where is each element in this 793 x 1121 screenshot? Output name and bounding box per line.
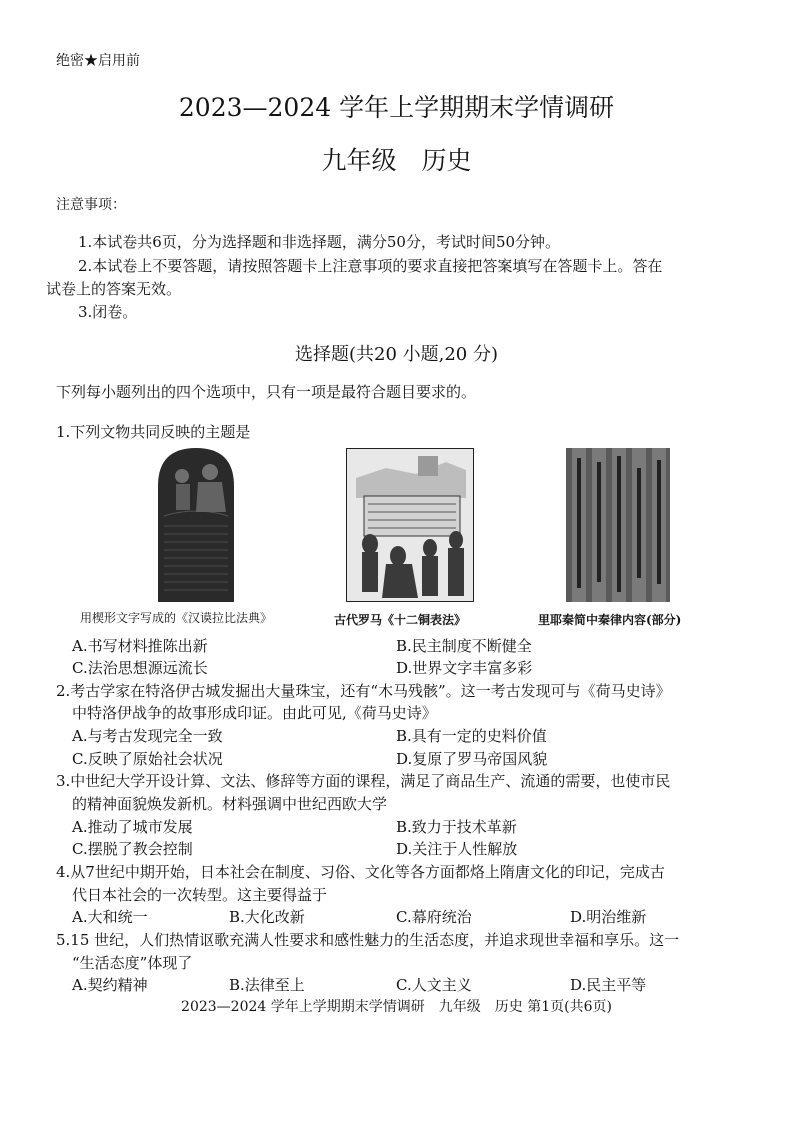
option-a[interactable]: A.契约精神	[72, 976, 148, 994]
notes-heading: 注意事项：	[56, 197, 126, 213]
option-d[interactable]: D.关注于人性解放	[396, 840, 518, 858]
question-stem: 3.中世纪大学开设计算、文法、修辞等方面的课程，满足了商品生产、流通的需要，也使市民	[56, 772, 671, 790]
option-b[interactable]: B.民主制度不断健全	[396, 637, 532, 655]
note-item: 2.本试卷上不要答题，请按照答题卡上注意事项的要求直接把答案填写在答题卡上。答在	[78, 257, 663, 275]
stele-icon	[150, 446, 242, 602]
section-instruction: 下列每小题列出的四个选项中，只有一项是最符合题目要求的。	[56, 383, 477, 401]
bamboo-slip-icon	[566, 448, 670, 602]
engraving-icon	[346, 448, 474, 602]
page-footer: 2023—2024 学年上学期期末学情调研 九年级 历史 第1页(共6页)	[181, 999, 612, 1015]
secret-mark: 绝密★启用前	[56, 53, 140, 69]
page-subtitle: 九年级 历史	[321, 146, 472, 175]
question-stem: 5.15 世纪，人们热情讴歌充满人性要求和感性魅力的生活态度，并追求现世幸福和享乐。这一	[56, 931, 680, 949]
question-stem: “生活态度”体现了	[72, 954, 193, 972]
image-caption: 古代罗马《十二铜表法》	[334, 613, 467, 627]
option-d[interactable]: D.复原了罗马帝国风貌	[396, 750, 548, 768]
option-d[interactable]: D.民主平等	[570, 976, 647, 994]
question-stem: 1.下列文物共同反映的主题是	[56, 423, 251, 441]
question-stem: 的精神面貌焕发新机。材料强调中世纪西欧大学	[72, 795, 388, 813]
image-caption: 里耶秦简中秦律内容(部分)	[538, 613, 682, 627]
question-stem: 代日本社会的一次转型。这主要得益于	[72, 886, 328, 904]
note-item: 1.本试卷共6页，分为选择题和非选择题，满分50分，考试时间50分钟。	[78, 233, 561, 251]
page-title: 2023—2024 学年上学期期末学情调研	[178, 93, 615, 122]
question-stem: 4.从7世纪中期开始，日本社会在制度、习俗、文化等各方面都烙上隋唐文化的印记，完成古	[56, 863, 665, 881]
option-a[interactable]: A.推动了城市发展	[72, 818, 193, 836]
section-title: 选择题(共20 小题,20 分)	[294, 344, 499, 365]
option-c[interactable]: C.人文主义	[396, 976, 472, 994]
option-d[interactable]: D.明治维新	[570, 908, 647, 926]
option-d[interactable]: D.世界文字丰富多彩	[396, 659, 533, 677]
option-b[interactable]: B.具有一定的史料价值	[396, 727, 547, 745]
option-c[interactable]: C.幕府统治	[396, 908, 472, 926]
note-item: 试卷上的答案无效。	[46, 280, 182, 298]
question-stem: 2.考古学家在特洛伊古城发掘出大量珠宝，还有“木马残骸”。这一考古发现可与《荷马史诗》	[56, 682, 671, 700]
question-stem: 中特洛伊战争的故事形成印证。由此可见,《荷马史诗》	[72, 704, 437, 722]
option-a[interactable]: A.大和统一	[72, 908, 148, 926]
note-item: 3.闭卷。	[78, 303, 138, 321]
option-c[interactable]: C.反映了原始社会状况	[72, 750, 223, 768]
image-caption: 用楔形文字写成的《汉谟拉比法典》	[80, 611, 273, 625]
option-c[interactable]: C.法治思想源远流长	[72, 659, 208, 677]
option-b[interactable]: B.法律至上	[229, 976, 305, 994]
option-a[interactable]: A.书写材料推陈出新	[72, 637, 208, 655]
option-c[interactable]: C.摆脱了教会控制	[72, 840, 193, 858]
option-b[interactable]: B.致力于技术革新	[396, 818, 517, 836]
option-b[interactable]: B.大化改新	[229, 908, 305, 926]
option-a[interactable]: A.与考古发现完全一致	[72, 727, 223, 745]
